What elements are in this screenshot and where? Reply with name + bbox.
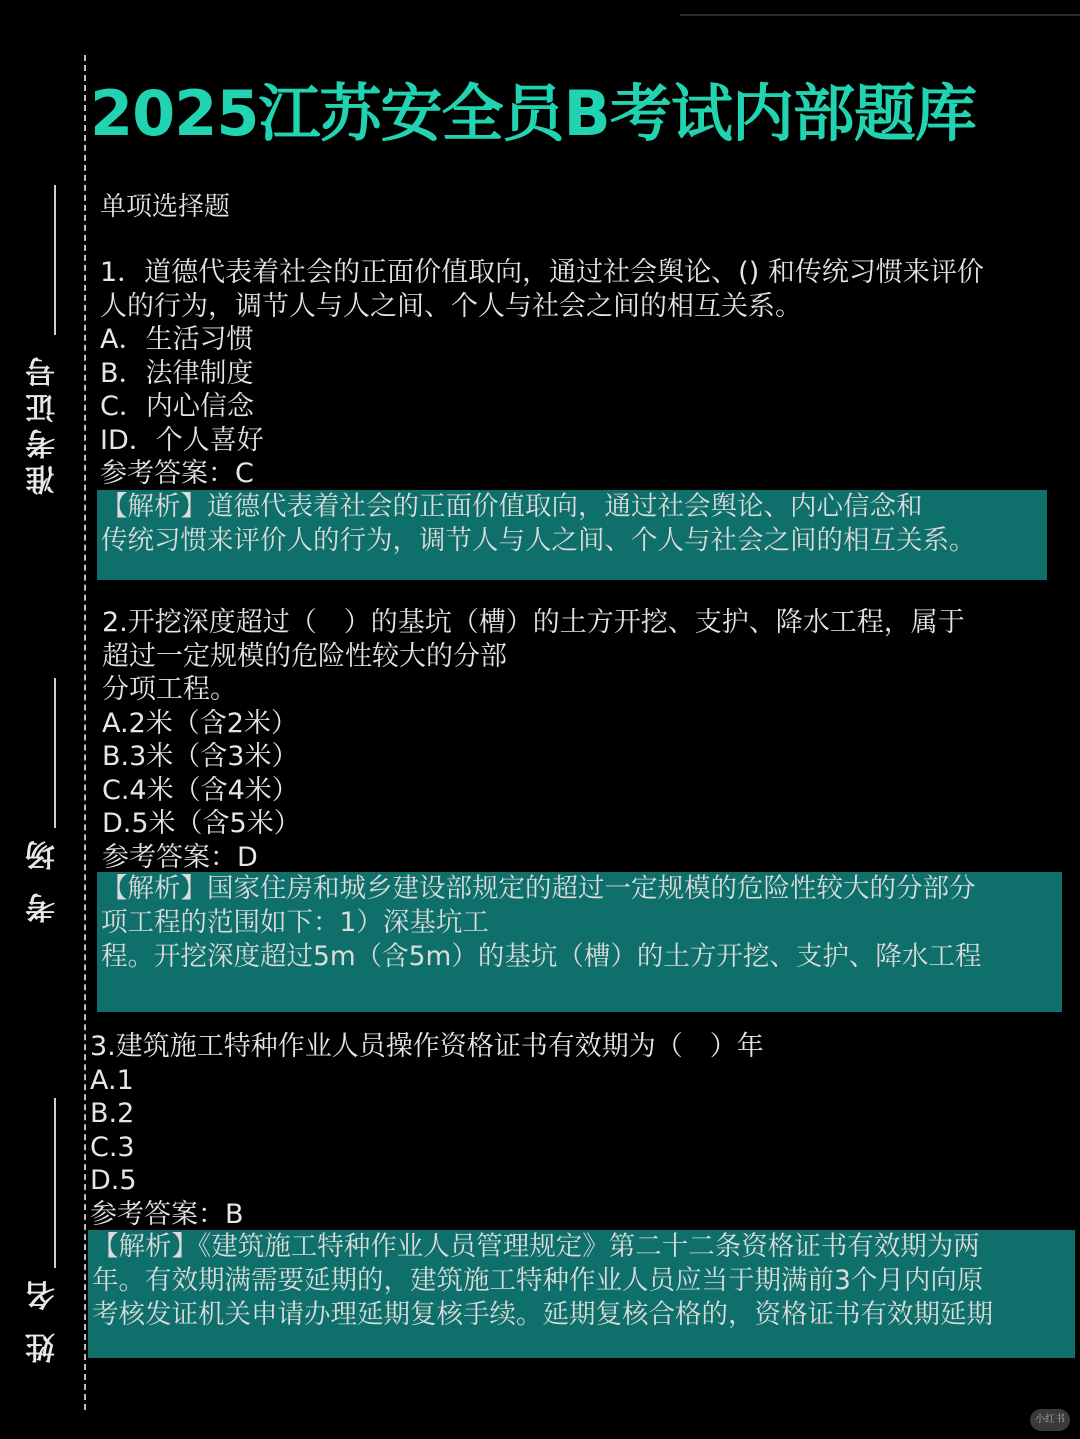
question-stem-line: 2.开挖深度超过（ ）的基坑（槽）的土方开挖、支护、降水工程，属于 <box>102 607 965 638</box>
analysis-box-1 <box>97 490 1047 580</box>
option-c: C.3 <box>90 1131 135 1163</box>
name-rule <box>54 1098 56 1268</box>
option-b: B.2 <box>90 1098 135 1129</box>
side-label-exam-room: 考 场 <box>26 834 61 923</box>
top-rule <box>680 14 1080 16</box>
analysis-box-2 <box>97 872 1062 1012</box>
option-a: A.2米（含2米） <box>102 707 298 739</box>
option-d: D.5米（含5米） <box>102 808 301 839</box>
analysis-line: 考核发证机关申请办理延期复核手续。延期复核合格的，资格证书有效期延期 <box>92 1299 993 1330</box>
question-stem-line: 3.建筑施工特种作业人员操作资格证书有效期为（ ）年 <box>90 1031 764 1062</box>
side-label-exam-no: 准考证号 <box>26 351 61 495</box>
question-3 <box>90 1030 764 1231</box>
binding-dashed-line <box>84 55 86 1410</box>
watermark-logo: 小红书 <box>1030 1409 1070 1431</box>
option-b: B．法律制度 <box>100 357 254 389</box>
option-c: C．内心信念 <box>100 391 254 422</box>
option-d: D.5 <box>90 1165 137 1196</box>
option-a: A.1 <box>90 1064 134 1096</box>
option-b: B.3米（含3米） <box>102 741 299 772</box>
exam-room-rule <box>54 678 56 828</box>
question-stem-line: 超过一定规模的危险性较大的分部 <box>102 640 507 672</box>
analysis-line: 【解析】《建筑施工特种作业人员管理规定》第二十二条资格证书有效期为两 <box>92 1231 980 1262</box>
answer: 参考答案：D <box>102 841 258 873</box>
exam-no-rule <box>54 185 56 335</box>
option-d: ID．个人喜好 <box>100 424 264 456</box>
analysis-line: 程。开挖深度超过5m（含5m）的基坑（槽）的土方开挖、支护、降水工程 <box>101 941 982 972</box>
analysis-line: 传统习惯来评价人的行为，调节人与人之间、个人与社会之间的相互关系。 <box>101 525 976 556</box>
question-stem-line: 1．道德代表着社会的正面价值取向，通过社会舆论、() 和传统习惯来评价 <box>100 257 984 288</box>
side-label-name: 姓 名 <box>26 1274 61 1363</box>
analysis-box-3 <box>88 1230 1075 1358</box>
option-c: C.4米（含4米） <box>102 774 299 806</box>
section-heading: 单项选择题 <box>100 192 231 222</box>
option-a: A．生活习惯 <box>100 324 254 355</box>
analysis-line: 项工程的范围如下：1）深基坑工 <box>101 907 489 938</box>
answer: 参考答案：C <box>100 458 254 489</box>
page-title: 2025江苏安全员B考试内部题库 <box>90 77 976 150</box>
analysis-line: 年。有效期满需要延期的，建筑施工特种作业人员应当于期满前3个月内向原 <box>92 1265 984 1296</box>
question-stem-line: 人的行为，调节人与人之间、个人与社会之间的相互关系。 <box>100 290 802 322</box>
question-2 <box>102 606 965 874</box>
analysis-line: 【解析】国家住房和城乡建设部规定的超过一定规模的危险性较大的分部分 <box>101 873 976 904</box>
question-1 <box>100 256 984 491</box>
analysis-line: 【解析】道德代表着社会的正面价值取向，通过社会舆论、内心信念和 <box>101 491 923 522</box>
answer: 参考答案：B <box>90 1198 244 1230</box>
question-stem-line: 分项工程。 <box>102 674 237 705</box>
